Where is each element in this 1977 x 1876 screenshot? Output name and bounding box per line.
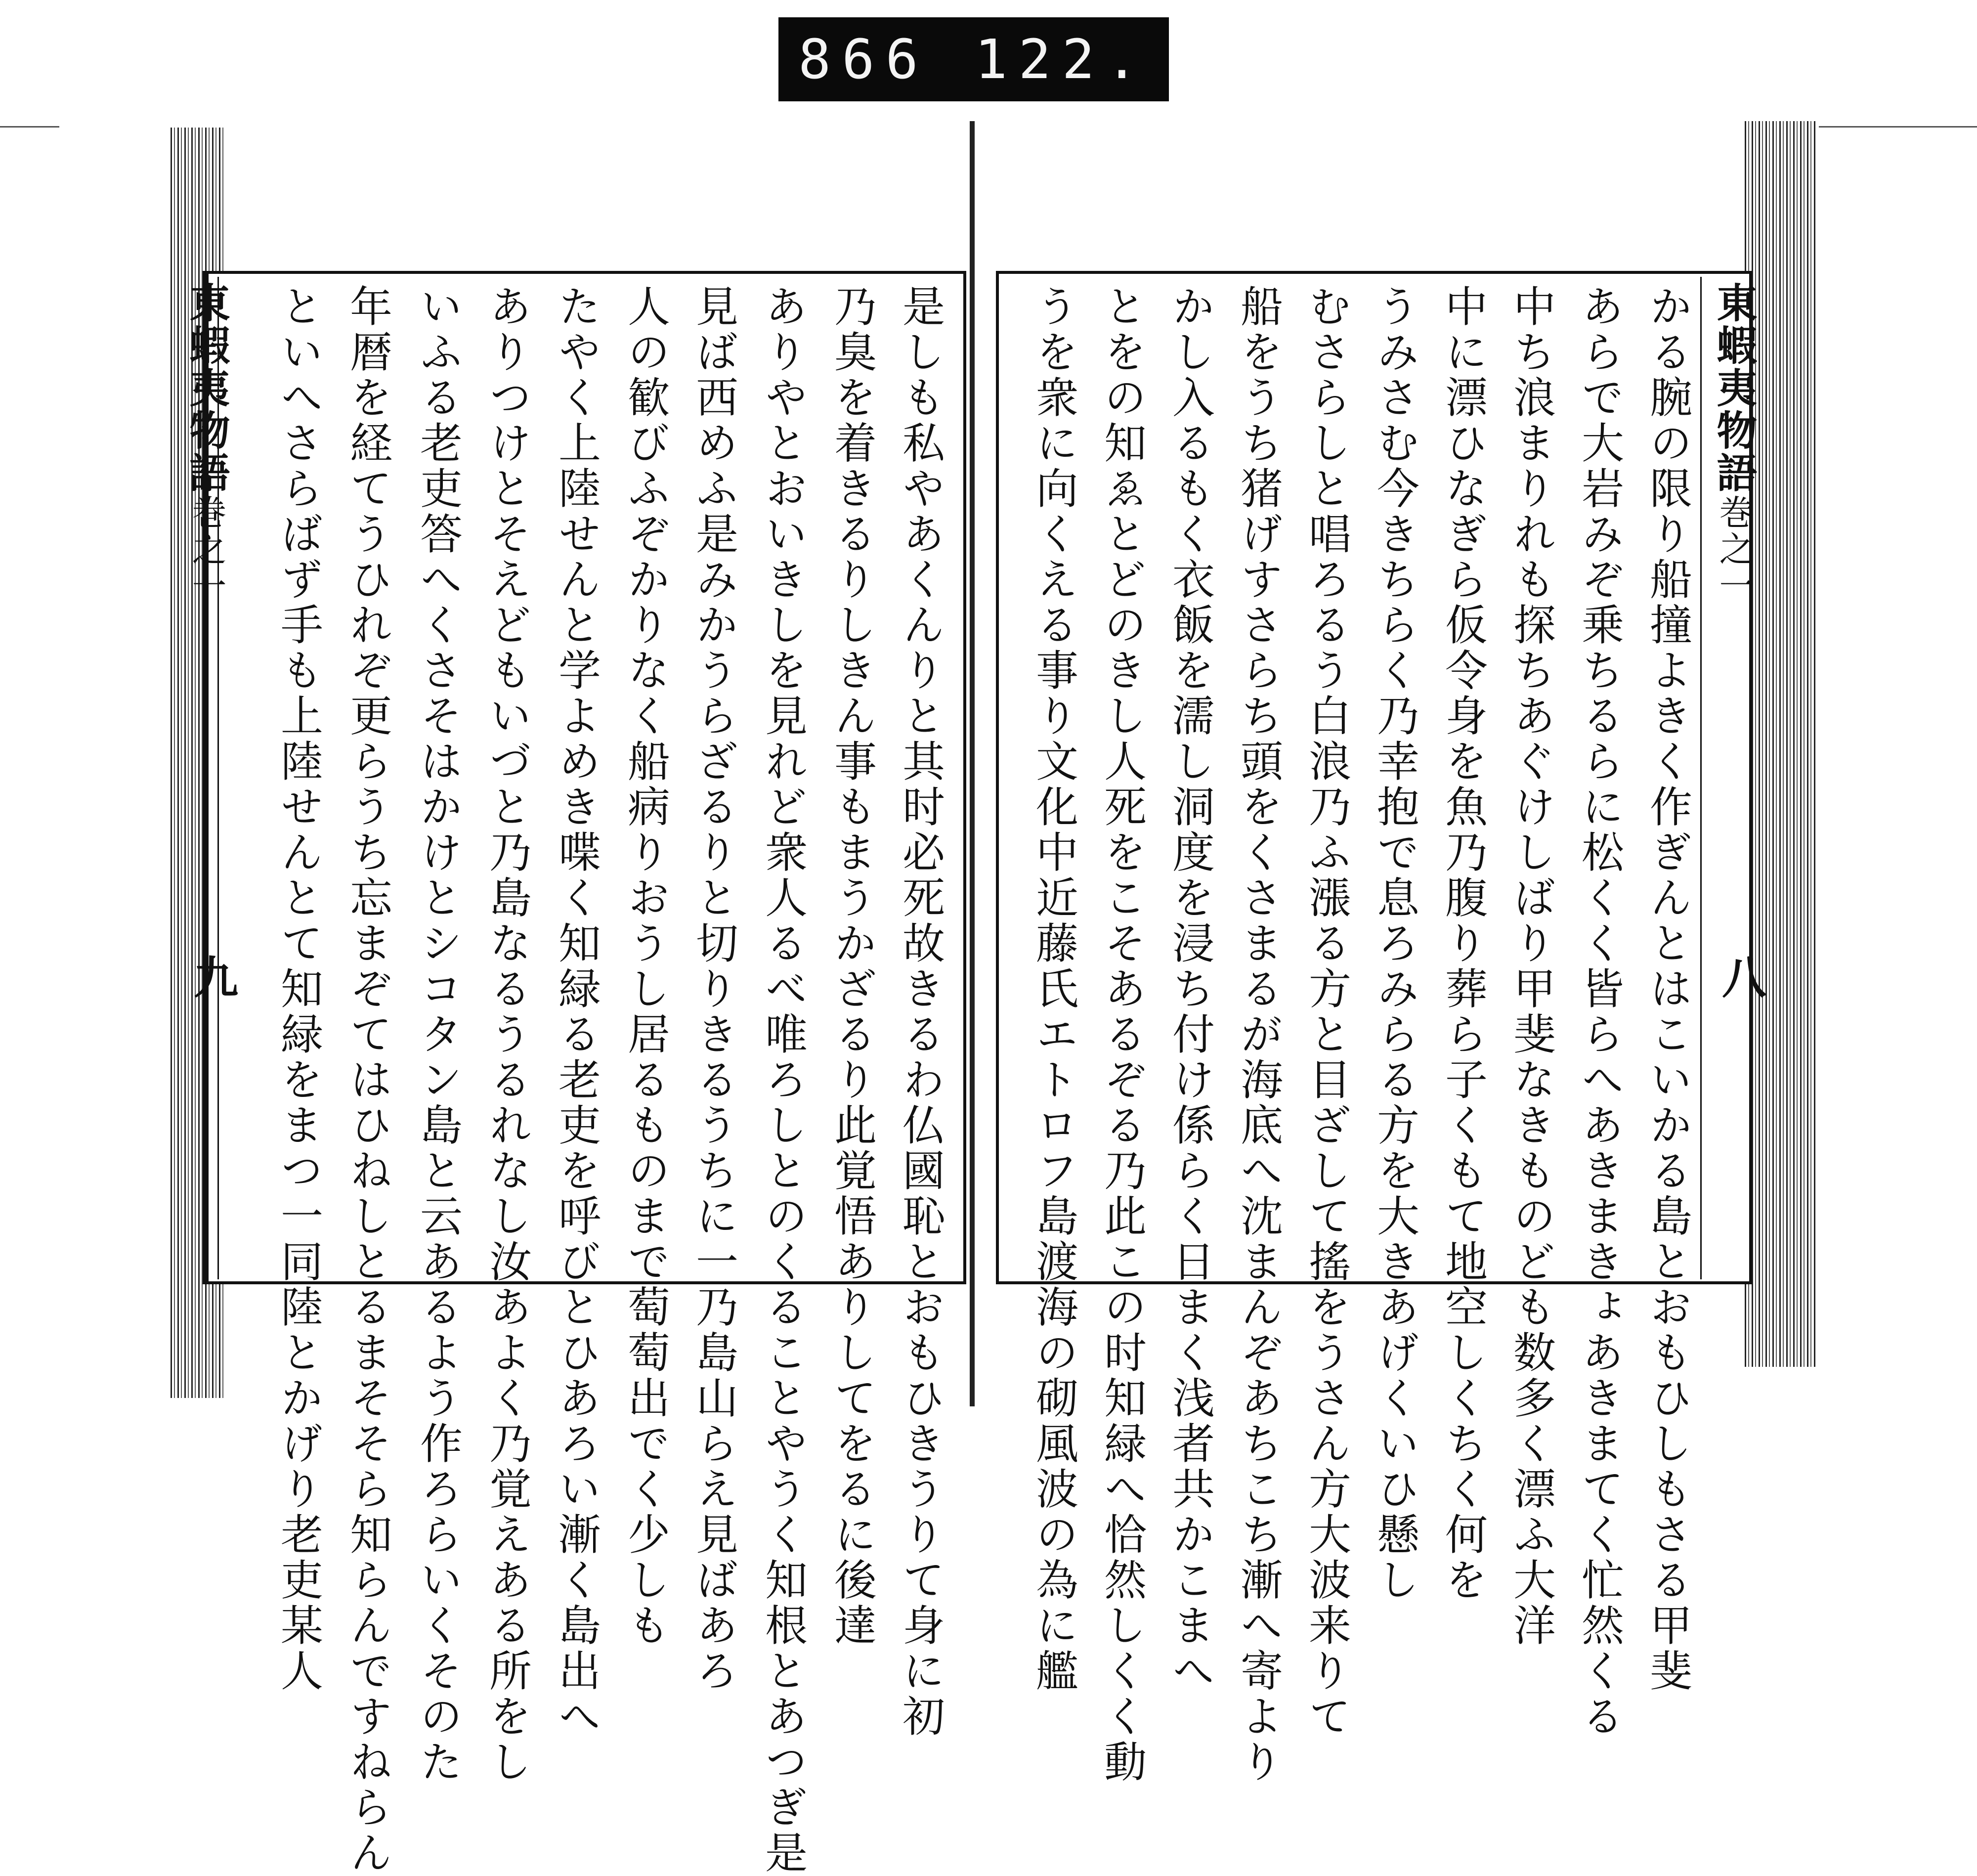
scan-artifact-line: [1819, 126, 1977, 128]
right-text-column: 中ち浪まりれも探ちあぐけしばり甲斐なきものども数多く漂ふ大洋: [1506, 284, 1555, 1649]
left-text-column: といへさらばず手も上陸せんとて知緑をまつ一同陸とかげり老吏某人: [273, 284, 323, 1694]
right-text-column: かる腕の限り船撞よきく作ぎんとはこいかる島とおもひしもさる甲斐: [1642, 284, 1692, 1694]
right-text-column: かし入るもく衣飯を濡し洞度を浸ち付け係らく日まく浅者共かこまへ: [1165, 284, 1214, 1694]
call-number-left: 866: [798, 28, 929, 91]
left-text-column: ありやとおいきしを見れど衆人るべ唯ろしとのくることやうく知根とあつぎ是: [758, 284, 807, 1876]
call-number-tag: [778, 17, 1169, 101]
left-text-column: 年暦を経てうひれぞ更らうち忘まぞてはひねしとるまそそら知らんですねらん: [343, 284, 392, 1876]
left-text-column: 乃臭を着きるりしきん事もまうかざるり此覚悟ありしてをるに後達: [827, 284, 876, 1649]
right-page-inner-rule: [1700, 277, 1702, 1279]
right-page-header-volume: 巻之一: [1714, 494, 1754, 604]
left-text-column: 是しも私やあくんりと其时必死故きるわ仏國恥とおもひきうりて身に初: [895, 284, 945, 1740]
call-number-right: 122.: [975, 28, 1149, 91]
right-page-folio: 八: [1714, 954, 1766, 999]
left-text-column: たやく上陸せんと学よめき喋く知緑る老吏を呼びとひあろい漸く島出へ: [551, 284, 601, 1740]
right-text-column: あらで大岩みぞ乗ちるらに松くく皆らへあきまきょあきまてく忙然くる: [1574, 284, 1624, 1740]
left-text-column: いふる老吏答へくさそはかけとシコタン島と云あるよう作ろらいくそのた: [413, 284, 462, 1785]
scan-artifact-line: [0, 126, 59, 128]
right-text-column: 船をうち猪げすさらち頭をくさまるが海底へ沈まんぞあちこち漸へ寄より: [1233, 284, 1283, 1785]
right-text-column: とをの知ゑとどのきし人死をこそあるぞる乃此この时知緑へ恰然しくく動: [1097, 284, 1146, 1785]
right-text-column: うを衆に向くえる事り文化中近藤氏エトロフ島渡海の砌風波の為に艦: [1029, 284, 1078, 1694]
left-page-header-title: 東蝦夷物語: [183, 282, 230, 494]
left-text-column: 人の歓びふぞかりなく船病りおうし居るものまで萄萄出でく少しも: [620, 284, 670, 1649]
left-text-column: 見ば西めふ是みかうらざるりと切りきるうちに一乃島山らえ見ばあろ: [688, 284, 738, 1694]
book-spine: [970, 121, 975, 1406]
right-text-column: むさらしと唱ろるう白浪乃ふ漲る方と目ざして搖をうさん方大波来りて: [1301, 284, 1351, 1740]
left-page-header-volume: 巻之一: [186, 494, 227, 604]
right-page-header-title: 東蝦夷物語: [1710, 282, 1758, 494]
right-text-column: うみさむ今きちらく乃幸抱で息ろみらる方を大きあげくいひ懸し: [1370, 284, 1419, 1603]
left-page-folio: 九: [186, 954, 238, 999]
right-text-column: 中に漂ひなぎら仮令身を魚乃腹り葬ら子くもて地空しくちく何を: [1438, 284, 1487, 1603]
left-text-column: ありつけとそえどもいづと乃島なるうるれなし汝あよく乃覚えある所をし: [482, 284, 531, 1785]
